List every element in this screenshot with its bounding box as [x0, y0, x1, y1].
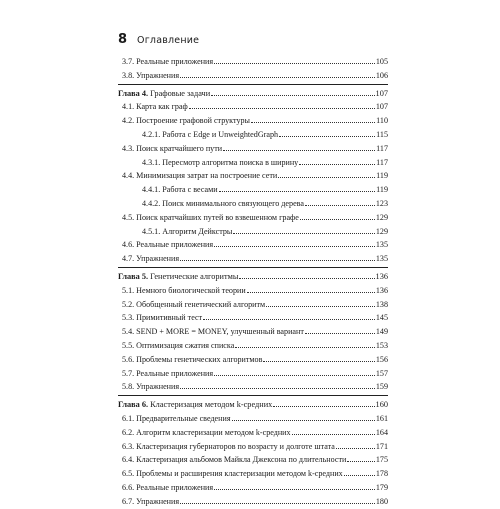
toc-entry-title [118, 87, 210, 101]
toc-entry-title: 6.7. Упражнения [122, 496, 180, 506]
dot-leader [232, 420, 375, 421]
toc-page-number: 179 [375, 482, 388, 492]
toc-page-number: 129 [375, 212, 388, 222]
toc-page-number: 117 [376, 143, 388, 153]
dot-leader [214, 246, 375, 247]
toc-page-number: 115 [376, 129, 388, 139]
toc-page-number: 119 [376, 185, 388, 195]
toc-entry[interactable] [118, 156, 388, 170]
dot-leader [223, 150, 375, 151]
toc-entry-title: 4.2. Построение графовой структуры [122, 116, 250, 126]
toc-page-number: 138 [375, 299, 388, 309]
toc-page-number: 123 [375, 198, 388, 208]
toc-page-number: 180 [375, 496, 388, 506]
toc-entry[interactable] [118, 412, 388, 426]
toc-entry[interactable] [118, 298, 388, 312]
toc-page-number: 107 [375, 102, 388, 112]
toc-entry[interactable] [118, 353, 388, 367]
running-head [118, 32, 199, 47]
dot-leader [189, 108, 375, 109]
toc-entry-title: 5.5. Оптимизация сжатия списка [122, 340, 235, 350]
toc-page-number: 178 [375, 469, 388, 479]
chapter-divider [118, 84, 388, 85]
table-of-contents [118, 55, 388, 509]
toc-entry-title: 4.4.2. Поиск минимального связующего дерева [142, 198, 304, 208]
chapter-title: Графовые задачи [148, 88, 211, 98]
toc-entry-title: 4.3. Поиск кратчайшего пути [122, 143, 223, 153]
toc-page-number: 135 [375, 254, 388, 264]
toc-entry[interactable] [118, 69, 388, 83]
toc-page-number: 105 [375, 57, 388, 66]
toc-page-number: 157 [375, 368, 388, 378]
toc-entry-title: 6.5. Проблемы и расширения кластеризации методом k-средних [122, 469, 343, 479]
toc-entry-title: 5.6. Проблемы генетических алгоритмов [122, 354, 263, 364]
toc-entry-title: 4.5.1. Алгоритм Дейкстры [142, 226, 233, 236]
dot-leader [266, 306, 375, 307]
toc-entry-title: 6.3. Кластеризация губернаторов по возрасту и долготе штата [122, 441, 335, 451]
dot-leader [336, 448, 375, 449]
dot-leader [233, 233, 375, 234]
toc-entry-title: 3.8. Упражнения [122, 70, 180, 80]
dot-leader [235, 347, 375, 348]
dot-leader [219, 191, 376, 192]
toc-page-number: 129 [375, 226, 388, 236]
dot-leader [305, 205, 375, 206]
dot-leader [305, 333, 375, 334]
dot-leader [180, 503, 375, 504]
chapter-number: Глава 4. [118, 88, 149, 98]
toc-entry-title: 4.4.1. Работа с весами [142, 185, 218, 195]
toc-entry[interactable] [118, 380, 388, 394]
toc-entry[interactable] [118, 467, 388, 481]
toc-entry[interactable] [118, 284, 388, 298]
toc-entry-title: 5.1. Немного биологической теории [122, 285, 246, 295]
chapter-divider [118, 267, 388, 268]
chapter-title: Генетические алгоритмы [148, 271, 239, 281]
toc-page-number: 161 [375, 413, 388, 423]
toc-entry[interactable] [118, 128, 388, 142]
toc-entry-title: 5.4. SEND + MORE = MONEY, улучшенный вариант [122, 327, 304, 337]
dot-leader [278, 177, 375, 178]
toc-entry[interactable] [118, 197, 388, 211]
dot-leader [279, 136, 375, 137]
dot-leader [251, 122, 375, 123]
toc-entry-title [118, 270, 238, 284]
toc-entry-title: 6.4. Кластеризация альбомов Майкла Джексона по длительности [122, 455, 347, 465]
toc-entry[interactable] [118, 311, 388, 325]
dot-leader [180, 388, 375, 389]
toc-entry[interactable] [118, 142, 388, 156]
toc-page-number: 117 [376, 157, 388, 167]
toc-entry-title [118, 398, 272, 412]
toc-entry-title: 6.6. Реальные приложения [122, 482, 214, 492]
toc-entry-title: 4.1. Карта как граф [122, 102, 188, 112]
dot-leader [292, 434, 375, 435]
page-title: Оглавление [137, 35, 200, 46]
chapter-divider [118, 395, 388, 396]
toc-page-number: 145 [375, 313, 388, 323]
toc-entry[interactable] [118, 225, 388, 239]
toc-entry[interactable] [118, 325, 388, 339]
dot-leader [180, 260, 375, 261]
toc-entry[interactable] [118, 238, 388, 252]
toc-page-number: 107 [375, 88, 388, 98]
chapter-number: Глава 5. [118, 271, 149, 281]
toc-entry-title: 4.6. Реальные приложения [122, 240, 214, 250]
toc-entry[interactable] [118, 481, 388, 495]
toc-page-number: 135 [375, 240, 388, 250]
toc-chapter-entry[interactable] [118, 270, 388, 284]
toc-entry[interactable] [118, 100, 388, 114]
toc-entry-title: 4.7. Упражнения [122, 254, 180, 264]
toc-page-number: 119 [376, 171, 388, 181]
dot-leader [180, 77, 375, 78]
toc-entry-title: 4.4. Минимизация затрат на построение сети [122, 171, 278, 181]
dot-leader [347, 461, 375, 462]
toc-entry[interactable] [118, 114, 388, 128]
page-number: 8 [118, 32, 128, 47]
toc-entry-title: 3.7. Реальные приложения [122, 57, 214, 66]
chapter-number: Глава 6. [118, 400, 149, 410]
toc-entry[interactable] [118, 252, 388, 266]
toc-chapter-entry[interactable] [118, 87, 388, 101]
toc-page-number: 156 [375, 354, 388, 364]
toc-page-number: 106 [375, 70, 388, 80]
toc-entry-title: 5.2. Обобщенный генетический алгоритм [122, 299, 266, 309]
toc-entry-title: 5.7. Реальные приложения [122, 368, 214, 378]
dot-leader [263, 361, 374, 362]
toc-entry-title: 5.8. Упражнения [122, 382, 180, 392]
toc-page-number: 136 [375, 285, 388, 295]
toc-entry-title: 4.2.1. Работа с Edge и UnweightedGraph [142, 129, 279, 139]
toc-entry[interactable] [118, 169, 388, 183]
toc-entry-title: 5.3. Примитивный тест [122, 313, 203, 323]
dot-leader [344, 475, 375, 476]
toc-page-number: 136 [375, 271, 388, 281]
chapter-title: Кластеризация методом k-средних [148, 400, 273, 410]
dot-leader [247, 292, 375, 293]
toc-page-number: 110 [376, 116, 388, 126]
toc-entry[interactable] [118, 339, 388, 353]
toc-page-number: 153 [375, 340, 388, 350]
dot-leader [273, 406, 374, 407]
dot-leader [300, 219, 375, 220]
dot-leader [203, 319, 375, 320]
dot-leader [299, 164, 375, 165]
toc-entry-title: 6.1. Предварительные сведения [122, 413, 231, 423]
toc-entry-title: 4.3.1. Пересмотр алгоритма поиска в ширину [142, 157, 299, 167]
toc-entry[interactable] [118, 440, 388, 454]
toc-entry[interactable] [118, 183, 388, 197]
toc-entry-title: 4.5. Поиск кратчайших путей во взвешенном графе [122, 212, 299, 222]
toc-chapter-entry[interactable] [118, 398, 388, 412]
toc-entry[interactable] [118, 453, 388, 467]
dot-leader [214, 375, 375, 376]
toc-page-number: 159 [375, 382, 388, 392]
toc-page-number: 175 [375, 455, 388, 465]
toc-page-number: 164 [375, 427, 388, 437]
dot-leader [214, 489, 375, 490]
toc-page-number: 160 [375, 400, 388, 410]
toc-entry[interactable] [118, 211, 388, 225]
toc-entry[interactable] [118, 426, 388, 440]
toc-entry-title: 6.2. Алгоритм кластеризации методом k-средних [122, 427, 291, 437]
dot-leader [214, 63, 375, 64]
dot-leader [211, 95, 374, 96]
toc-page-number: 149 [375, 327, 388, 337]
toc-page-number: 171 [375, 441, 388, 451]
toc-entry[interactable] [118, 495, 388, 509]
toc-entry[interactable] [118, 55, 388, 69]
dot-leader [239, 278, 374, 279]
toc-entry[interactable] [118, 367, 388, 381]
